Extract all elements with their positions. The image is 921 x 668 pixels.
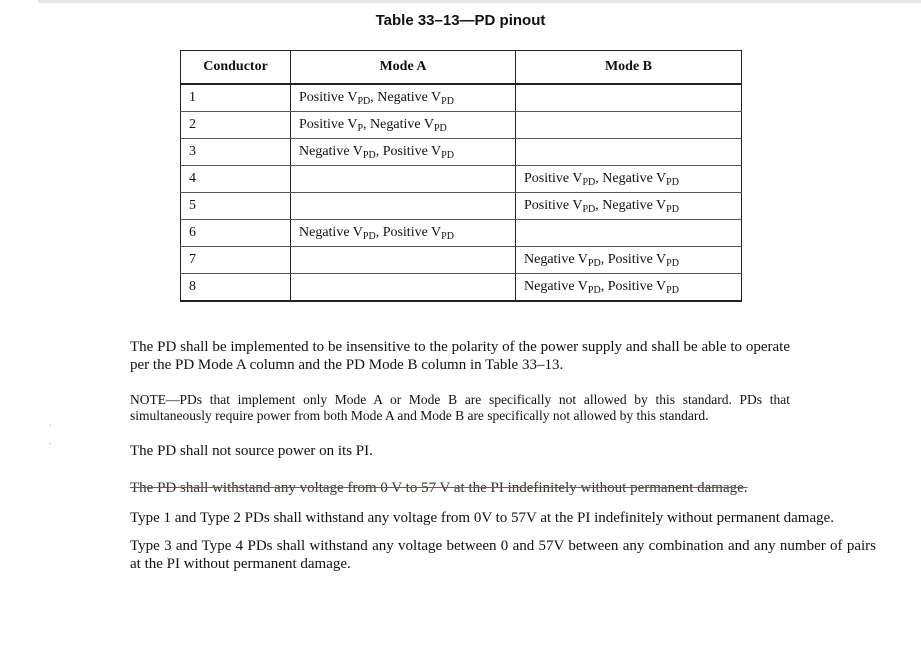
note-paragraph: NOTE—PDs that implement only Mode A or Mode B are specifically not allowed by this standard. PDs that simultaneously require power from both Mode A and Mode B are specifically not allowed by this standard. [130, 392, 790, 423]
margin-dot [50, 425, 51, 426]
mode-a-cell [291, 220, 516, 247]
mode-a-cell [291, 193, 516, 220]
voltage-text: , Negative V [370, 90, 442, 105]
voltage-subscript: PD [362, 231, 376, 242]
mode-a-cell [291, 274, 516, 302]
voltage-text: Negative V [299, 225, 363, 240]
conductor-cell: 7 [181, 247, 291, 274]
voltage-text: , Negative V [595, 171, 667, 186]
pinout-table [180, 50, 742, 302]
page-top-rule [38, 0, 921, 3]
voltage-subscript: PD [357, 96, 371, 107]
paragraph-polarity: The PD shall be implemented to be insensitive to the polarity of the power supply and shall be able to operate per the PD Mode A column and the PD Mode B column in Table 33–13. [130, 339, 790, 373]
table-row [181, 84, 742, 112]
table-row [181, 274, 742, 302]
mode-a-cell [291, 247, 516, 274]
voltage-subscript: PD [582, 177, 596, 188]
voltage-text: Negative V [524, 279, 588, 294]
conductor-cell: 8 [181, 274, 291, 302]
voltage-subscript: PD [362, 150, 376, 161]
table-header-row [181, 51, 742, 85]
voltage-text: , Positive V [600, 279, 667, 294]
mode-b-cell [516, 274, 742, 302]
mode-b-cell [516, 166, 742, 193]
voltage-subscript: PD [433, 123, 447, 134]
margin-dot [50, 443, 51, 444]
mode-b-cell [516, 193, 742, 220]
table-row [181, 112, 742, 139]
voltage-text: Positive V [299, 117, 358, 132]
table-row [181, 166, 742, 193]
voltage-subscript: PD [441, 96, 454, 107]
voltage-text: , Negative V [595, 198, 667, 213]
voltage-text: , Negative V [363, 117, 434, 132]
voltage-subscript: PD [582, 204, 596, 215]
table-title: Table 33–13—PD pinout [375, 12, 546, 29]
header-mode-b: Mode B [516, 51, 742, 85]
conductor-cell: 1 [181, 84, 291, 112]
voltage-subscript: PD [441, 150, 454, 161]
voltage-subscript: PD [666, 177, 679, 188]
voltage-text: Negative V [524, 252, 588, 267]
voltage-text: Positive V [524, 171, 583, 186]
paragraph-type1-type2: Type 1 and Type 2 PDs shall withstand any voltage from 0V to 57V at the PI indefinitely without permanent damage. [130, 510, 835, 526]
voltage-subscript: PD [587, 285, 601, 296]
table-row [181, 139, 742, 166]
table-row [181, 220, 742, 247]
conductor-cell: 2 [181, 112, 291, 139]
voltage-text: Negative V [299, 144, 363, 159]
mode-b-cell [516, 84, 742, 112]
voltage-subscript: PD [666, 285, 679, 296]
header-conductor: Conductor [181, 51, 291, 85]
voltage-text: , Positive V [375, 144, 442, 159]
voltage-text: , Positive V [600, 252, 667, 267]
conductor-cell: 5 [181, 193, 291, 220]
mode-b-cell [516, 139, 742, 166]
table-row [181, 193, 742, 220]
mode-a-cell [291, 166, 516, 193]
paragraph-no-source: The PD shall not source power on its PI. [130, 443, 373, 459]
header-mode-a: Mode A [291, 51, 516, 85]
conductor-cell: 6 [181, 220, 291, 247]
voltage-subscript: PD [666, 258, 679, 269]
conductor-cell: 4 [181, 166, 291, 193]
voltage-subscript: PD [666, 204, 679, 215]
voltage-text: Positive V [299, 90, 358, 105]
mode-a-cell [291, 84, 516, 112]
mode-b-cell [516, 220, 742, 247]
voltage-subscript: PD [441, 231, 454, 242]
voltage-subscript: P [357, 123, 364, 134]
mode-a-cell [291, 139, 516, 166]
mode-a-cell [291, 112, 516, 139]
struck-paragraph: The PD shall withstand any voltage from 0 V to 57 V at the PI indefinitely without permanent damage. [130, 480, 748, 496]
mode-b-cell [516, 247, 742, 274]
voltage-subscript: PD [587, 258, 601, 269]
paragraph-type3-type4: Type 3 and Type 4 PDs shall withstand any voltage between 0 and 57V between any combination and any number of pairs at the PI without permanent damage. [130, 538, 876, 572]
mode-b-cell [516, 112, 742, 139]
voltage-text: , Positive V [375, 225, 442, 240]
table-row [181, 247, 742, 274]
voltage-text: Positive V [524, 198, 583, 213]
conductor-cell: 3 [181, 139, 291, 166]
